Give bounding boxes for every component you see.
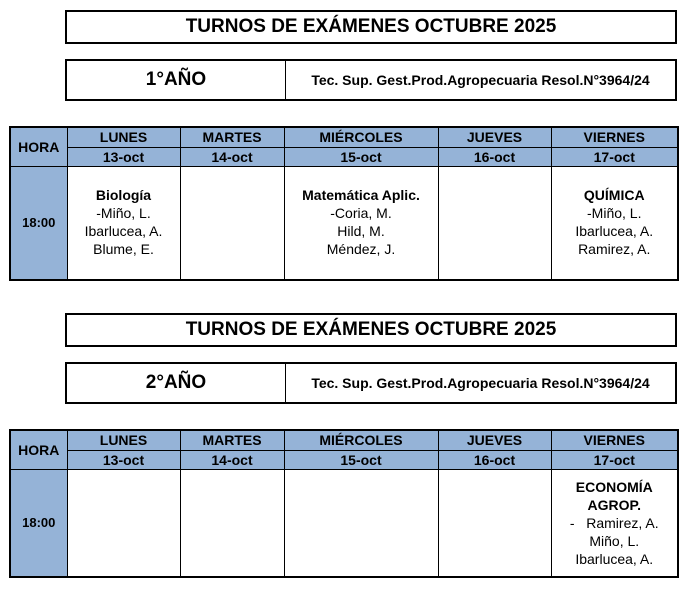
- exam-subject: ECONOMÍA AGROP.: [575, 478, 653, 513]
- exam-teacher: -Miño, L.: [96, 204, 151, 221]
- day-header-martes: MARTES: [180, 430, 284, 450]
- date-header-miercoles: 15-oct: [284, 147, 438, 166]
- time-cell: 18:00: [10, 166, 67, 280]
- exam-subject: QUÍMICA: [583, 186, 645, 203]
- exam-teacher: Ibarlucea, A.: [575, 222, 654, 239]
- exam-teacher: -Coria, M.: [330, 204, 392, 221]
- exam-teacher: Ibarlucea, A.: [84, 222, 163, 239]
- day-header-viernes: VIERNES: [551, 430, 678, 450]
- exam-teacher: Hild, M.: [337, 222, 385, 239]
- section1-program: Tec. Sup. Gest.Prod.Agropecuaria Resol.N°3964/24: [311, 72, 650, 88]
- section2-program: Tec. Sup. Gest.Prod.Agropecuaria Resol.N°3964/24: [311, 375, 650, 391]
- day-header-jueves: JUEVES: [438, 127, 551, 147]
- exam-cell-viernes: [551, 469, 678, 577]
- date-header-martes: 14-oct: [180, 450, 284, 469]
- day-header-lunes: LUNES: [67, 127, 180, 147]
- day-header-miercoles: MIÉRCOLES: [284, 430, 438, 450]
- exam-teacher: Blume, E.: [93, 240, 154, 257]
- date-header-viernes: 17-oct: [551, 147, 678, 166]
- exam-cell-martes: [180, 166, 284, 280]
- date-header-jueves: 16-oct: [438, 450, 551, 469]
- exam-subject: Matemática Aplic.: [302, 186, 420, 203]
- exam-cell-jueves: [438, 166, 551, 280]
- section2-title: [65, 313, 677, 347]
- exam-cell-miercoles: [284, 166, 438, 280]
- date-header-jueves: 16-oct: [438, 147, 551, 166]
- day-header-miercoles: MIÉRCOLES: [284, 127, 438, 147]
- exam-cell-jueves: [438, 469, 551, 577]
- day-header-martes: MARTES: [180, 127, 284, 147]
- date-header-lunes: 13-oct: [67, 147, 180, 166]
- time-cell: 18:00: [10, 469, 67, 577]
- section1-year: 1°AÑO: [67, 61, 286, 99]
- hora-header: HORA: [10, 127, 67, 166]
- section1-title: [65, 10, 677, 44]
- section1-year-box: [65, 59, 677, 101]
- date-header-miercoles: 15-oct: [284, 450, 438, 469]
- date-header-viernes: 17-oct: [551, 450, 678, 469]
- section2-schedule-table: [9, 429, 679, 578]
- exam-cell-lunes: [67, 166, 180, 280]
- section2-title-text: TURNOS DE EXÁMENES OCTUBRE 2025: [185, 319, 557, 340]
- exam-teacher: Méndez, J.: [326, 240, 396, 257]
- exam-cell-lunes: [67, 469, 180, 577]
- exam-cell-martes: [180, 469, 284, 577]
- section1-title-text: TURNOS DE EXÁMENES OCTUBRE 2025: [185, 16, 557, 37]
- exam-teacher: -Miño, L.: [587, 204, 642, 221]
- day-header-lunes: LUNES: [67, 430, 180, 450]
- section2-year-box: [65, 362, 677, 404]
- date-header-martes: 14-oct: [180, 147, 284, 166]
- day-header-viernes: VIERNES: [551, 127, 678, 147]
- exam-cell-viernes: [551, 166, 678, 280]
- exam-teacher: Ibarlucea, A.: [575, 550, 654, 567]
- day-header-jueves: JUEVES: [438, 430, 551, 450]
- exam-teacher: - Ramirez, A.: [569, 514, 659, 531]
- exam-cell-miercoles: [284, 469, 438, 577]
- section1-schedule-table: [9, 126, 679, 281]
- section2-year: 2°AÑO: [67, 364, 286, 402]
- exam-teacher: Miño, L.: [589, 532, 640, 549]
- hora-header: HORA: [10, 430, 67, 469]
- exam-subject: Biología: [95, 186, 152, 203]
- exam-teacher: Ramirez, A.: [578, 240, 651, 257]
- date-header-lunes: 13-oct: [67, 450, 180, 469]
